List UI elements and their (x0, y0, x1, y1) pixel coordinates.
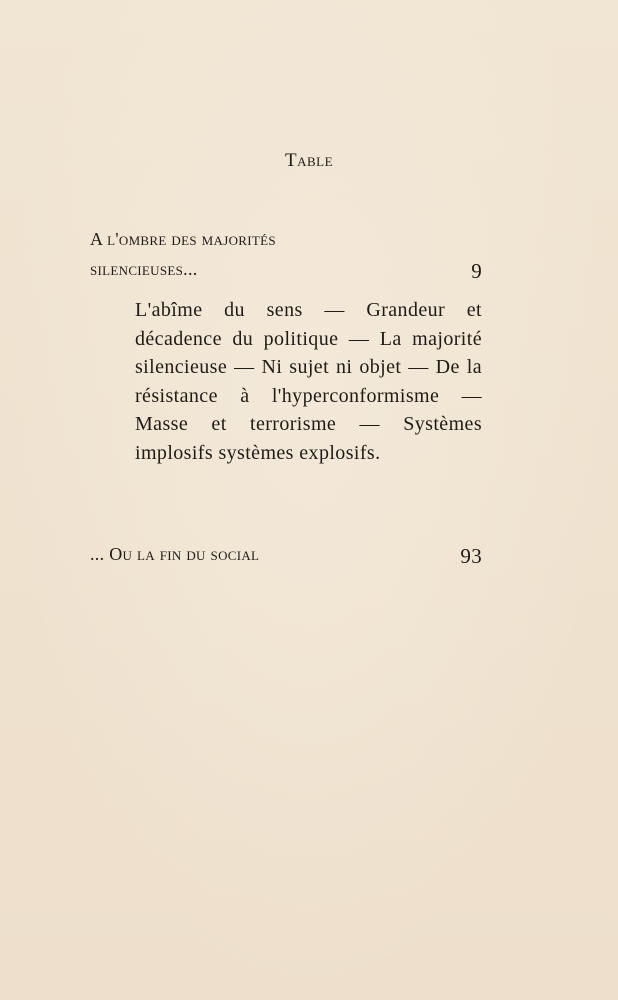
toc-entry-2-heading: ... Ou la fin du social (90, 544, 260, 564)
title-text: Table (284, 150, 334, 171)
toc-entry-2-page-number: 93 (460, 544, 482, 568)
toc-entry-1-heading-line-1 (90, 229, 482, 250)
toc-entry-2 (90, 544, 482, 569)
toc-entry-1-heading-text-1: A l'ombre des majorités (90, 229, 276, 249)
toc-entry-1-heading-text-2: silencieuses... (90, 259, 198, 279)
toc-entry-1-summary: L'abîme du sens — Grandeur et décadence du politique — La majorité silencieuse — Ni sujet ni objet — De la résistance à l'hyperconformisme — Masse et terrorisme — Systèmes implosifs systèmes explosifs. (135, 299, 482, 464)
toc-entry-1-heading-line-2 (90, 259, 482, 284)
toc-entry-1-page-number: 9 (471, 259, 482, 283)
page-title (0, 150, 618, 172)
